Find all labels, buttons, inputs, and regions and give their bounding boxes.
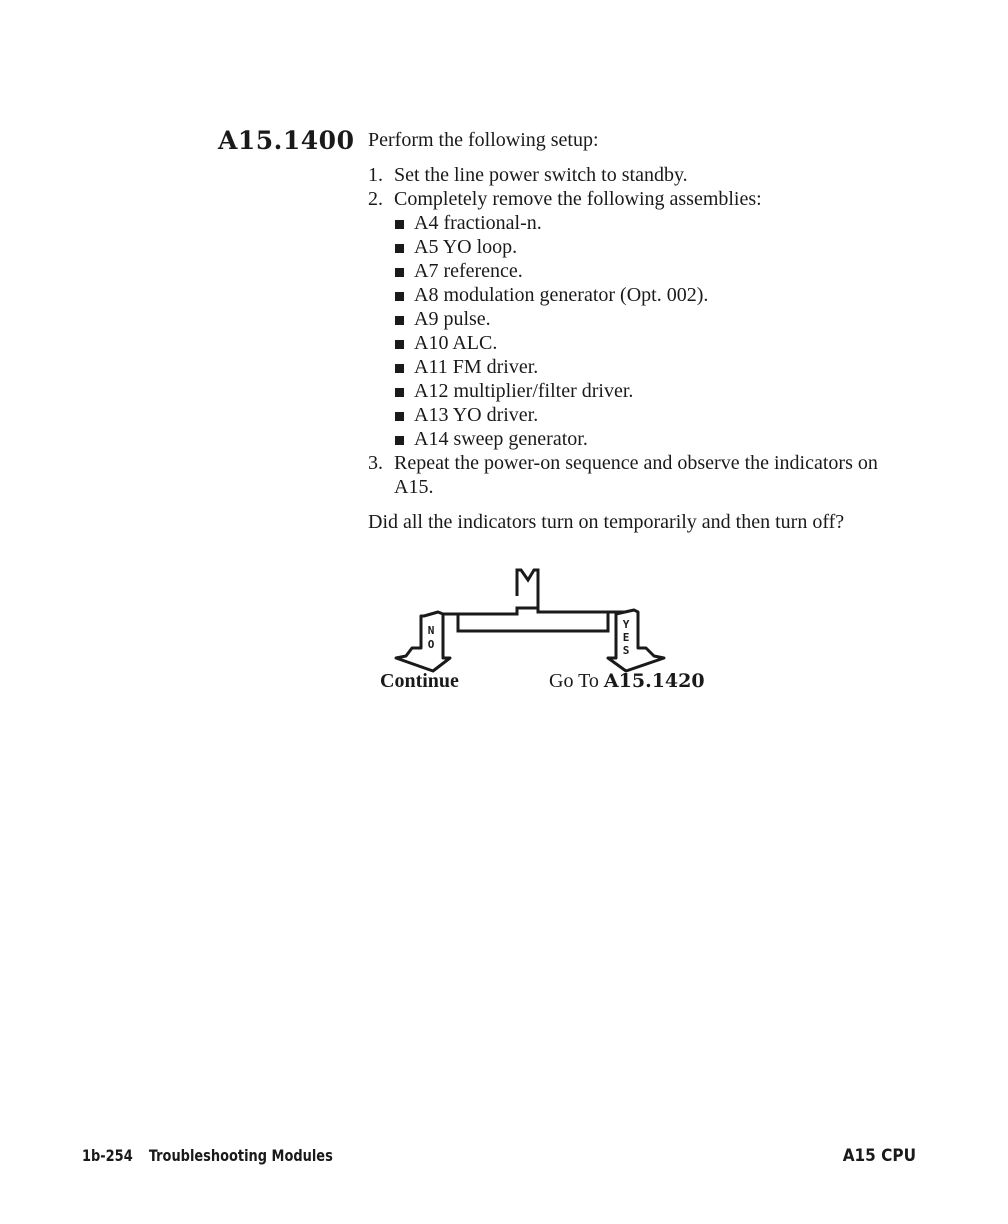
yes-letter-y: Y xyxy=(622,618,630,631)
steps-list xyxy=(368,163,908,499)
assembly-item: A8 modulation generator (Opt. 002). xyxy=(394,283,908,307)
decision-block xyxy=(368,564,748,704)
assembly-item: A13 YO driver. xyxy=(394,403,908,427)
assembly-item: A11 FM driver. xyxy=(394,355,908,379)
no-arrow-icon xyxy=(396,612,450,671)
bullet-icon xyxy=(395,412,404,421)
assembly-item: A12 multiplier/filter driver. xyxy=(394,379,908,403)
intro-text: Perform the following setup: xyxy=(368,129,599,151)
step-text: Set the line power switch to standby. xyxy=(394,164,688,186)
yes-letter-e: E xyxy=(622,631,630,644)
bullet-icon xyxy=(395,268,404,277)
merge-line-icon xyxy=(517,570,538,608)
assembly-item: A14 sweep generator. xyxy=(394,427,908,451)
step-item xyxy=(368,187,908,451)
step-item xyxy=(368,163,908,187)
procedure-content xyxy=(368,128,908,534)
assembly-item: A5 YO loop. xyxy=(394,235,908,259)
footer-section-title: Troubleshooting Modules xyxy=(148,1146,333,1165)
assembly-item: A9 pulse. xyxy=(394,307,908,331)
step-number: 2. xyxy=(368,188,383,210)
bullet-icon xyxy=(395,220,404,229)
bullet-icon xyxy=(395,316,404,325)
bullet-icon xyxy=(395,292,404,301)
step-number: 1. xyxy=(368,164,383,186)
bullet-icon xyxy=(395,436,404,445)
section-id: A15.1400 xyxy=(218,126,355,155)
step-text: Completely remove the following assemblies: xyxy=(394,188,762,210)
yes-arrow-icon xyxy=(608,610,664,671)
no-letter-o: O xyxy=(427,638,435,651)
step-text: Repeat the power-on sequence and observe the indicators on A15. xyxy=(394,452,878,498)
no-branch-label: Continue xyxy=(380,670,459,692)
goto-prefix: Go To xyxy=(549,670,599,692)
yes-branch-label xyxy=(549,670,705,693)
bullet-icon xyxy=(395,340,404,349)
bullet-icon xyxy=(395,388,404,397)
bullet-icon xyxy=(395,364,404,373)
page-number: 1b-254 xyxy=(82,1146,133,1165)
assembly-item: A10 ALC. xyxy=(394,331,908,355)
no-letter-n: N xyxy=(427,624,435,637)
step-number: 3. xyxy=(368,452,383,474)
yes-letter-s: S xyxy=(622,644,630,657)
assembly-list xyxy=(394,211,908,451)
assembly-item: A4 fractional-n. xyxy=(394,211,908,235)
assembly-item: A7 reference. xyxy=(394,259,908,283)
decision-question: Did all the indicators turn on temporarily and then turn off? xyxy=(368,511,845,533)
footer-left xyxy=(82,1146,333,1165)
goto-target: A15.1420 xyxy=(603,670,705,692)
footer-chapter: A15 CPU xyxy=(842,1146,916,1166)
bullet-icon xyxy=(395,244,404,253)
decision-flow-icon xyxy=(368,564,748,674)
step-item xyxy=(368,451,908,499)
